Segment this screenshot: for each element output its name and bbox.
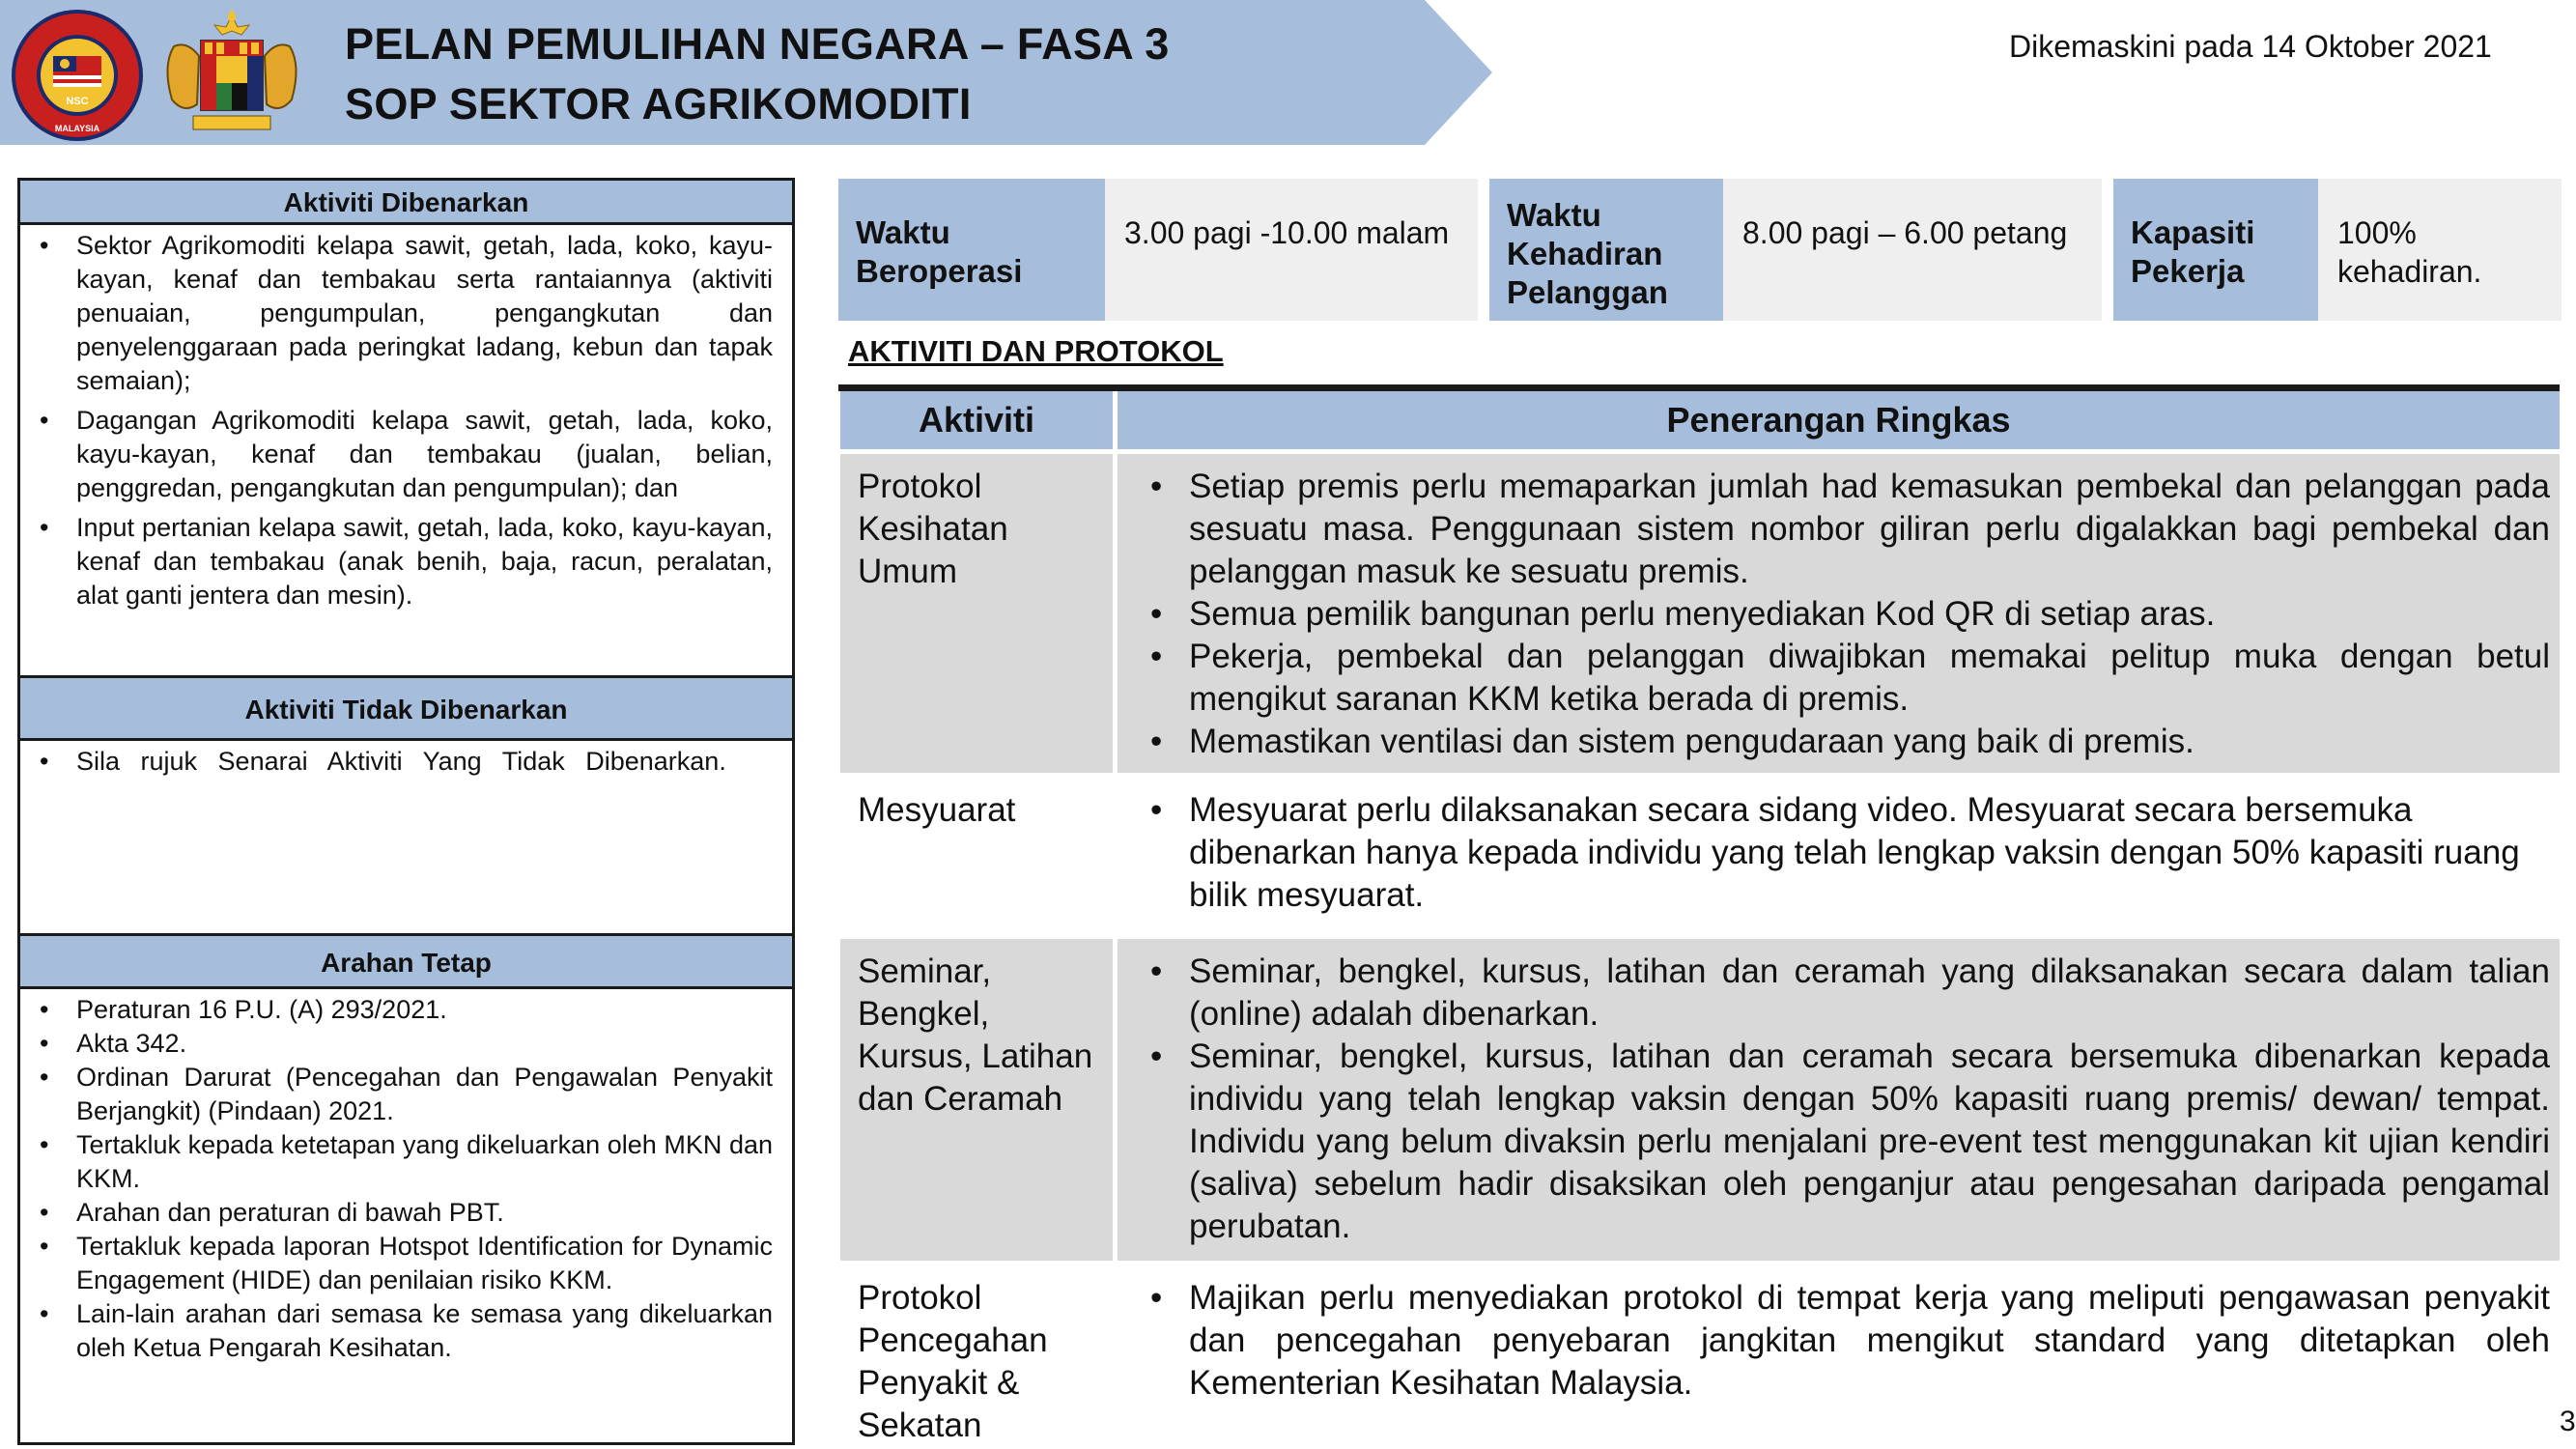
allowed-item: • Sektor Agrikomoditi kelapa sawit, getah, lada, koko, kayu-kayan, kenaf dan tembakau serta rantaiannya (aktiviti penuaian, pengumpulan, pengangkutan dan penyelenggaraan pada peringkat ladang, kebun dan tapak semaian);	[40, 229, 773, 398]
page-title-line2: SOP SEKTOR AGRIKOMODITI	[345, 79, 972, 128]
not-allowed-activities-box	[17, 675, 795, 936]
description-item: • Pekerja, pembekal dan pelanggan diwajibkan memakai pelitup muka dengan betul mengikut saranan KKM ketika berada di premis.	[1150, 636, 2550, 721]
description-item: • Memastikan ventilasi dan sistem pengudaraan yang baik di premis.	[1150, 721, 2550, 763]
description-item: • Setiap premis perlu memaparkan jumlah had kemasukan pembekal dan pelanggan pada sesuatu masa. Penggunaan sistem nombor giliran perlu digalakkan bagi pembekal dan pelanggan masuk ke sesuatu premis.	[1150, 466, 2550, 593]
standing-item: • Tertakluk kepada laporan Hotspot Identification for Dynamic Engagement (HIDE) dan penilaian risiko KKM.	[40, 1230, 773, 1297]
table-row-activity: Protokol Pencegahan Penyakit & Sekatan	[840, 1265, 1113, 1449]
standing-item: • Akta 342.	[40, 1027, 773, 1061]
table-row-description	[1118, 939, 2560, 1261]
table-row-activity: Protokol Kesihatan Umum	[840, 454, 1113, 773]
table-row-activity: Mesyuarat	[840, 778, 1113, 934]
nsc-logo	[5, 8, 150, 143]
info-label-worker-capacity: Kapasiti Pekerja	[2113, 179, 2318, 321]
description-item: • Majikan perlu menyediakan protokol di tempat kerja yang meliputi pengawasan penyakit dan pencegahan penyebaran jangkitan mengikut standard yang ditetapkan oleh Kementerian Kesihatan Malaysia.	[1150, 1277, 2550, 1405]
table-row-activity: Seminar, Bengkel, Kursus, Latihan dan Ceramah	[840, 939, 1113, 1261]
description-item: • Seminar, bengkel, kursus, latihan dan ceramah yang dilaksanakan secara dalam talian (online) adalah dibenarkan.	[1150, 951, 2550, 1036]
table-header-activity: Aktiviti	[840, 391, 1113, 449]
not-allowed-activities-title: Aktiviti Tidak Dibenarkan	[20, 678, 792, 741]
description-item: • Seminar, bengkel, kursus, latihan dan ceramah secara bersemuka dibenarkan kepada individu yang telah lengkap vaksin dengan 50% kapasiti ruang premis/ dewan/ tempat. Individu yang belum divaksin perlu menjalani pre-event test menggunakan kit ujian kendiri (saliva) sebelum hadir disaksikan oleh penganjur atau pengesahan daripada pengamal perubatan.	[1150, 1036, 2550, 1248]
standing-item: • Lain-lain arahan dari semasa ke semasa yang dikeluarkan oleh Ketua Pengarah Kesihatan.	[40, 1297, 773, 1365]
standing-orders-box	[17, 933, 795, 1445]
standing-orders-title: Arahan Tetap	[20, 936, 792, 989]
nsc-bottom-text: MALAYSIA	[54, 124, 100, 133]
table-row-description	[1118, 454, 2560, 773]
not-allowed-item: • Sila rujuk Senarai Aktiviti Yang Tidak Dibenarkan.	[40, 745, 773, 779]
table-row-description	[1118, 778, 2560, 934]
allowed-item: • Input pertanian kelapa sawit, getah, lada, koko, kayu-kayan, kenaf dan tembakau (anak benih, baja, racun, peralatan, alat ganti jentera dan mesin).	[40, 511, 773, 612]
coat-of-arms-logo	[155, 8, 309, 143]
page-title-line1: PELAN PEMULIHAN NEGARA – FASA 3	[345, 19, 1170, 69]
allowed-activities-box	[17, 178, 795, 678]
table-top-rule	[838, 384, 2560, 391]
description-item: • Mesyuarat perlu dilaksanakan secara sidang video. Mesyuarat secara bersemuka dibenarkan hanya kepada individu yang telah lengkap vaksin dengan 50% kapasiti ruang bilik mesyuarat.	[1150, 789, 2550, 917]
info-label-operating-hours: Waktu Beroperasi	[838, 179, 1105, 321]
table-header-description: Penerangan Ringkas	[1118, 391, 2560, 449]
info-value-worker-capacity: 100% kehadiran.	[2318, 179, 2562, 321]
standing-item: • Tertakluk kepada ketetapan yang dikeluarkan oleh MKN dan KKM.	[40, 1128, 773, 1196]
description-item: • Semua pemilik bangunan perlu menyediakan Kod QR di setiap aras.	[1150, 593, 2550, 636]
standing-item: • Peraturan 16 P.U. (A) 293/2021.	[40, 993, 773, 1027]
table-row-description	[1118, 1265, 2560, 1449]
standing-item: • Arahan dan peraturan di bawah PBT.	[40, 1196, 773, 1230]
allowed-item: • Dagangan Agrikomoditi kelapa sawit, getah, lada, koko, kayu-kayan, kenaf dan tembakau (jualan, belian, penggredan, pengangkutan dan pengumpulan); dan	[40, 404, 773, 505]
allowed-activities-title: Aktiviti Dibenarkan	[20, 181, 792, 225]
page-number: 3	[2560, 1406, 2576, 1437]
nsc-abbr: NSC	[66, 96, 89, 107]
info-label-customer-hours: Waktu Kehadiran Pelanggan	[1489, 179, 1723, 321]
section-title: AKTIVITI DAN PROTOKOL	[848, 334, 1224, 368]
standing-item: • Ordinan Darurat (Pencegahan dan Pengawalan Penyakit Berjangkit) (Pindaan) 2021.	[40, 1061, 773, 1128]
info-value-operating-hours: 3.00 pagi -10.00 malam	[1105, 179, 1478, 321]
info-value-customer-hours: 8.00 pagi – 6.00 petang	[1723, 179, 2102, 321]
updated-date: Dikemaskini pada 14 Oktober 2021	[2009, 29, 2492, 64]
